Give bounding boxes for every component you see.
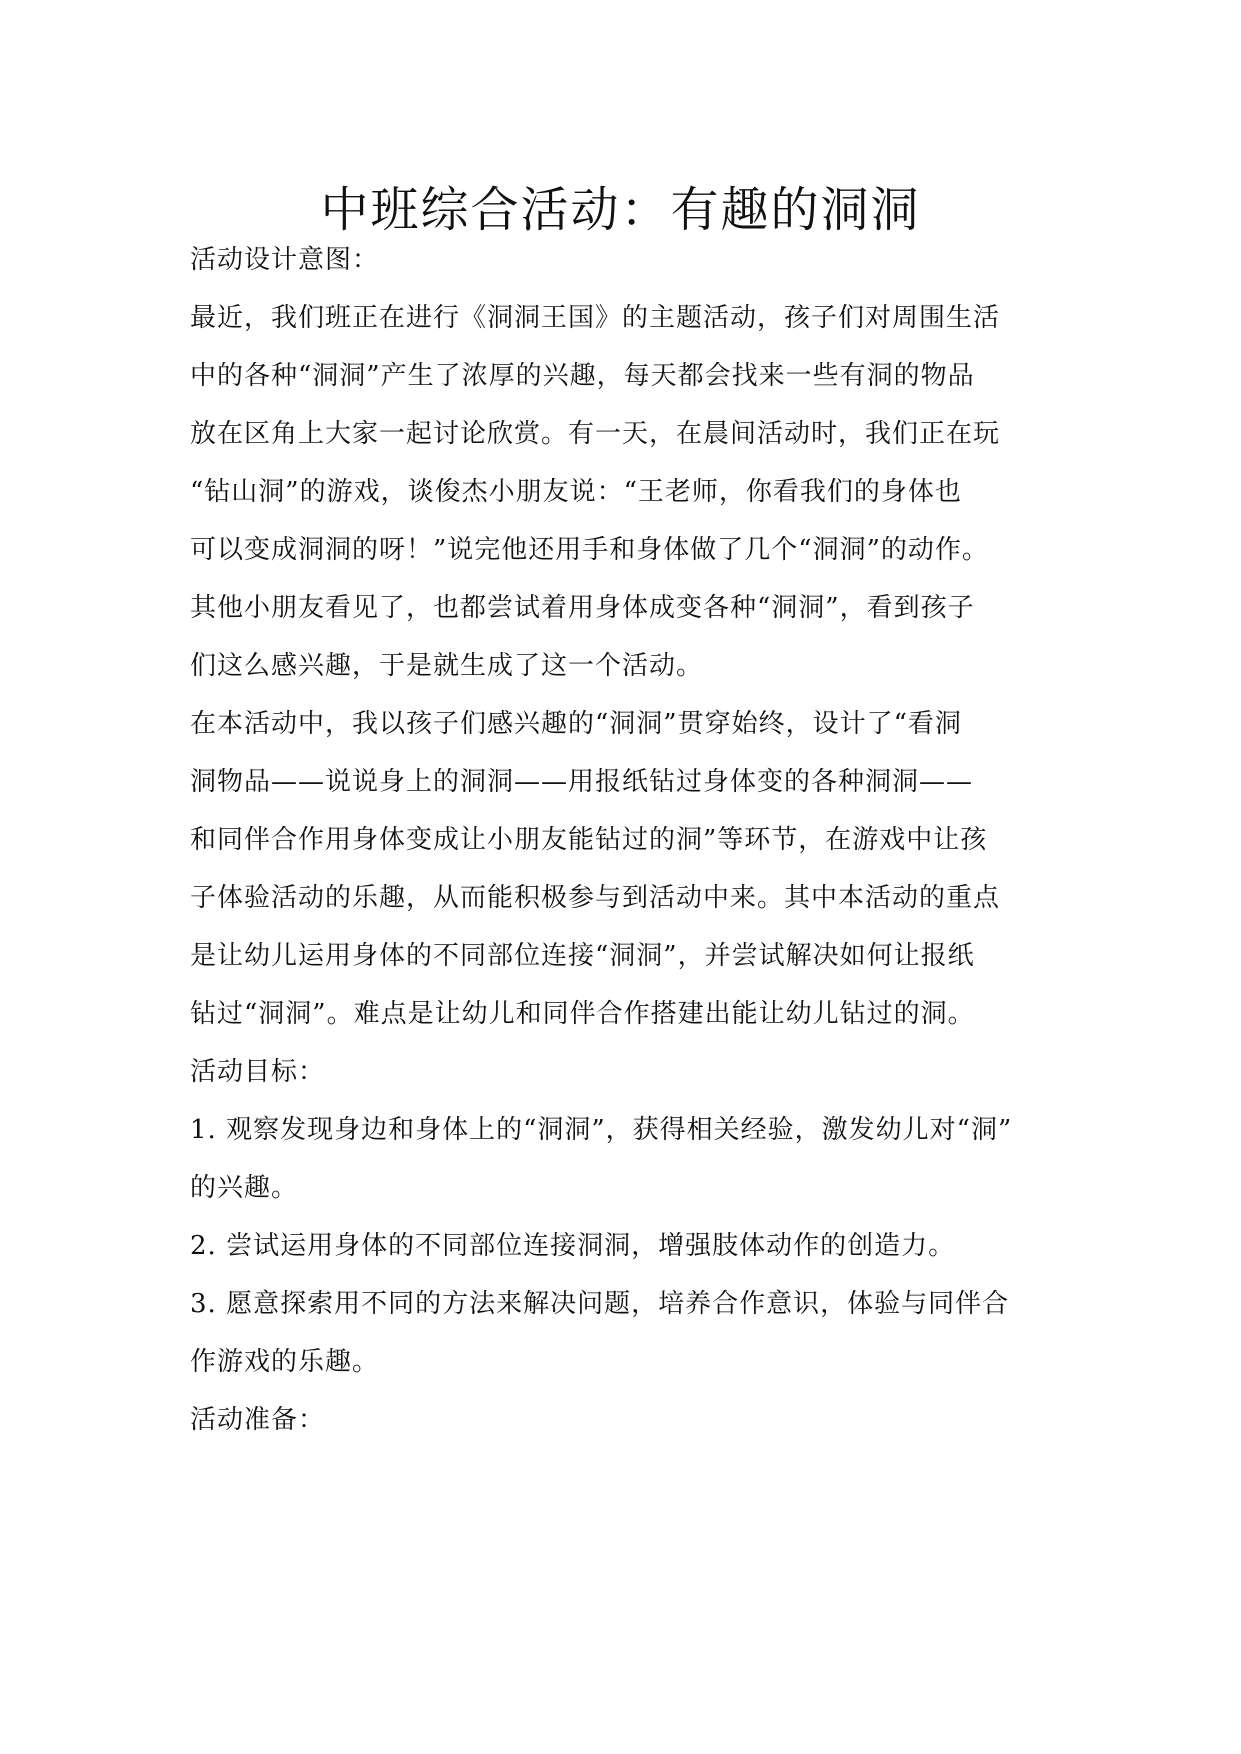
paragraph-line: 洞物品——说说身上的洞洞——用报纸钻过身体变的各种洞洞—— (190, 767, 974, 797)
heading-activity-goals: 活动目标： (190, 1057, 326, 1087)
heading-design-intent: 活动设计意图： (190, 245, 380, 275)
goal-item-1-continued: 的兴趣。 (190, 1173, 299, 1203)
paragraph-line: “钻山洞”的游戏，谈俊杰小朋友说：“王老师，你看我们的身体也 (190, 477, 962, 507)
paragraph-line: 最近，我们班正在进行《洞洞王国》的主题活动，孩子们对周围生活 (190, 303, 1001, 333)
paragraph-line: 是让幼儿运用身体的不同部位连接“洞洞”，并尝试解决如何让报纸 (190, 941, 975, 971)
goal-item-1: 1. 观察发现身边和身体上的“洞洞”，获得相关经验，激发幼儿对“洞” (190, 1115, 1013, 1145)
goal-item-3-continued: 作游戏的乐趣。 (190, 1347, 380, 1377)
paragraph-line: 子体验活动的乐趣，从而能积极参与到活动中来。其中本活动的重点 (190, 883, 1001, 913)
paragraph-line: 们这么感兴趣，于是就生成了这一个活动。 (190, 651, 704, 681)
heading-activity-preparation: 活动准备： (190, 1405, 326, 1435)
paragraph-line: 钻过“洞洞”。难点是让幼儿和同伴合作搭建出能让幼儿钻过的洞。 (190, 999, 975, 1029)
paragraph-line: 中的各种“洞洞”产生了浓厚的兴趣，每天都会找来一些有洞的物品 (190, 361, 975, 391)
goal-item-3: 3. 愿意探索用不同的方法来解决问题，培养合作意识，体验与同伴合 (190, 1289, 1010, 1319)
paragraph-line: 其他小朋友看见了，也都尝试着用身体成变各种“洞洞”，看到孩子 (190, 593, 975, 623)
paragraph-line: 在本活动中，我以孩子们感兴趣的“洞洞”贯穿始终，设计了“看洞 (190, 709, 962, 739)
paragraph-line: 放在区角上大家一起讨论欣赏。有一天，在晨间活动时，我们正在玩 (190, 419, 1001, 449)
paragraph-line: 和同伴合作用身体变成让小朋友能钻过的洞”等环节，在游戏中让孩 (190, 825, 988, 855)
paragraph-line: 可以变成洞洞的呀！”说完他还用手和身体做了几个“洞洞”的动作。 (190, 535, 989, 565)
goal-item-2: 2. 尝试运用身体的不同部位连接洞洞，增强肢体动作的创造力。 (190, 1231, 956, 1261)
document-title: 中班综合活动：有趣的洞洞 (320, 182, 921, 238)
